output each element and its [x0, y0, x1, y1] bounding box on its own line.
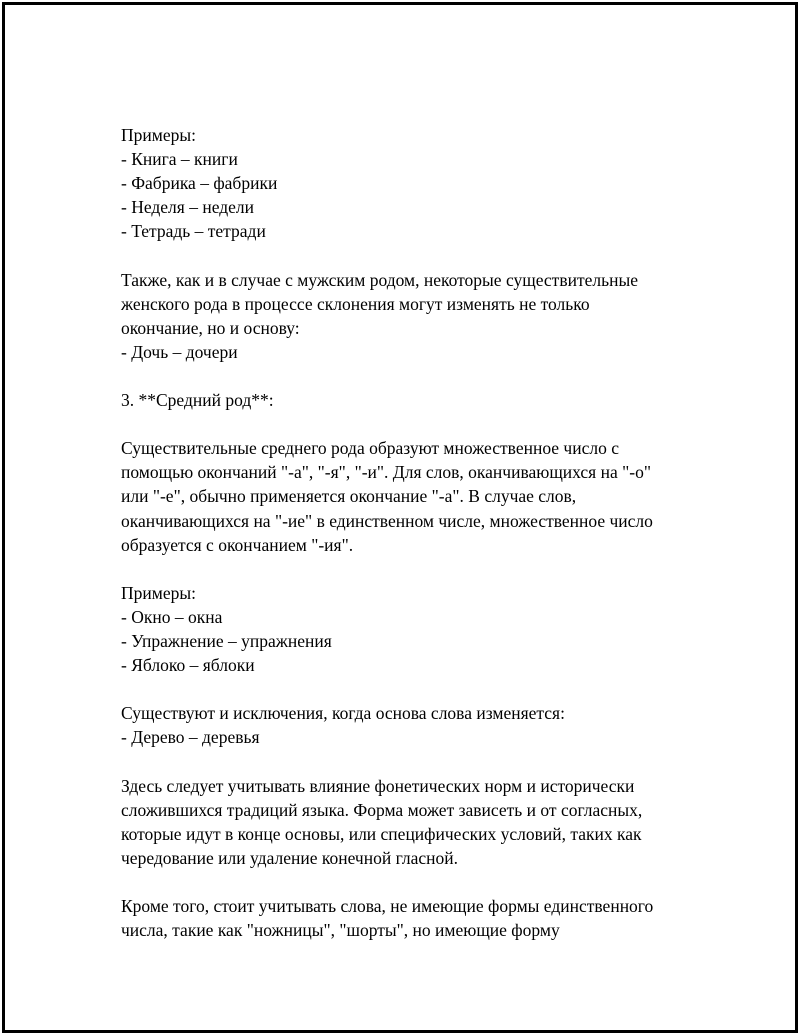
paragraph-gap: [121, 677, 721, 701]
paragraph-gap: [121, 412, 721, 436]
paragraph-feminine-stem-change: Также, как и в случае с мужским родом, некоторые существительные женского рода в процессе склонения могут изменять не только окончание, но и основу: - Дочь – дочери: [121, 269, 638, 362]
paragraph-phonetic-norms: Здесь следует учитывать влияние фонетических норм и исторически сложившихся традиций языка. Форма может зависеть и от согласных, которые идут в конце основы, или специфических условий, таких как чередование или удаление конечной гласной.: [121, 775, 643, 868]
paragraph-exceptions: Существуют и исключения, когда основа слова изменяется: - Дерево – деревья: [121, 703, 565, 748]
paragraph-examples-feminine: Примеры: - Книга – книги - Фабрика – фабрики - Неделя – недели - Тетрадь – тетради: [121, 125, 278, 242]
paragraph-gap: [121, 870, 721, 894]
paragraph-gap: [121, 557, 721, 581]
page-frame: [2, 2, 798, 1033]
paragraph-gap: [121, 243, 721, 267]
section-heading-neuter: 3. **Средний род**:: [121, 390, 274, 411]
paragraph-gap: [121, 364, 721, 388]
paragraph-examples-neuter: Примеры: - Окно – окна - Упражнение – упражнения - Яблоко – яблоки: [121, 582, 332, 676]
page-content: [121, 123, 721, 942]
paragraph-gap: [121, 749, 721, 773]
paragraph-neuter-rules: Существительные среднего рода образуют множественное число с помощью окончаний "-а", "-я", "-и". Для слов, оканчивающихся на "-о" или "-е", обычно применяется окончание "-а". В случае слов, оканчивающихся на "-ие" в единственном числе, множественное число образуется с окончанием "-ия".: [121, 438, 653, 555]
paragraph-pluralia-tantum: Кроме того, стоит учитывать слова, не имеющие формы единственного числа, такие как "ножницы", "шорты", но имеющие форму: [121, 896, 654, 941]
